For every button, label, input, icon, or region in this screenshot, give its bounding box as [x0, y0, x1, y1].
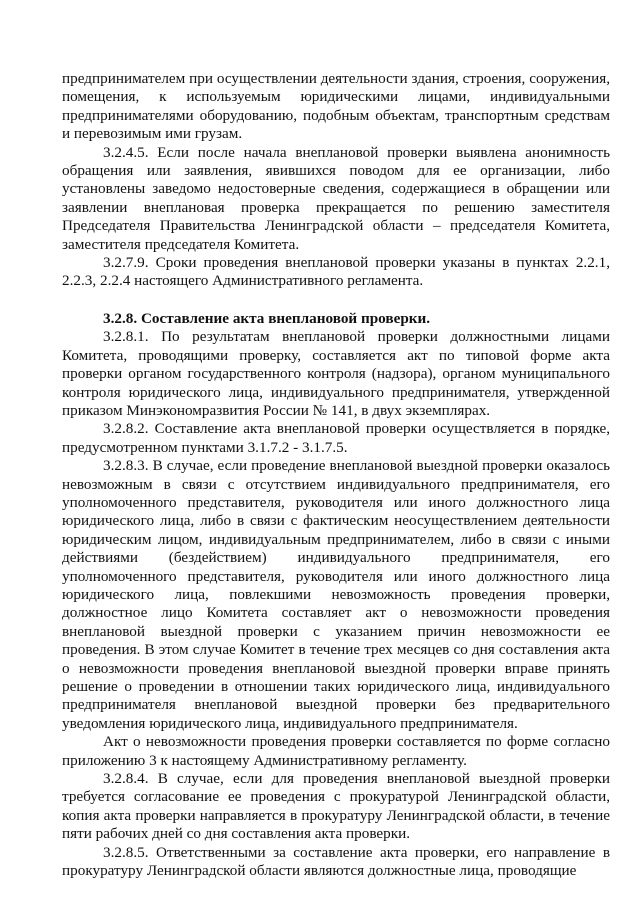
paragraph-3-2-8-3: 3.2.8.3. В случае, если проведение внеплановой выездной проверки оказалось невозможным в связи с отсутствием индивидуального предпринимателя, его уполномоченного представителя, руководителя или иного должностного лица юридического лица, либо в связи с фактическим неосуществлением деятельности юридическим лицом, индивидуальным предпринимателем, либо в связи с иными действиями (бездействием) индивидуального предпринимателя, его уполномоченного представителя, руководителя или иного должностного лица юридического лица, повлекшими невозможность проведения проверки, должностное лицо Комитета составляет акт о невозможности проведения внеплановой выездной проверки с указанием причин невозможности ее проведения. В этом случае Комитет в течение трех месяцев со дня составления акта о невозможности проведения внеплановой выездной проверки вправе принять решение о проведении в отношении таких юридического лица, индивидуального предпринимателя внеплановой выездной проверки без предварительного уведомления юридического лица, индивидуального предпринимателя. — [62, 457, 610, 732]
paragraph-act-impossibility: Акт о невозможности проведения проверки составляется по форме согласно приложению 3 к настоящему Административному регламенту. — [62, 733, 610, 769]
paragraph-3-2-8-5: 3.2.8.5. Ответственными за составление акта проверки, его направление в прокуратуру Ленинградской области являются должностные лица, проводящие — [62, 843, 610, 880]
paragraph-3-2-8-2: 3.2.8.2. Составление акта внеплановой проверки осуществляется в порядке, предусмотренном пунктами 3.1.7.2 - 3.1.7.5. — [62, 420, 610, 456]
paragraph-3-2-4-5: 3.2.4.5. Если после начала внеплановой проверки выявлена анонимность обращения или заявления, явившихся поводом для ее организации, либо установлены заведомо недостоверные сведения, содержащиеся в обращении или заявлении внеплановая проверка прекращается по решению заместителя Председателя Правительства Ленинградской области – председателя Комитета, заместителя председателя Комитета. — [62, 143, 610, 253]
paragraph-3-2-8-4: 3.2.8.4. В случае, если для проведения внеплановой выездной проверки требуется согласование ее проведения с прокуратурой Ленинградской области, копия акта проверки направляется в прокуратуру Ленинградской области, в течение пяти рабочих дней со дня составления акта проверки. — [62, 770, 610, 843]
document-page — [62, 70, 610, 880]
paragraph-3-2-8-1: 3.2.8.1. По результатам внеплановой проверки должностными лицами Комитета, проводящими проверку, составляется акт по типовой форме акта проверки органом государственного контроля (надзора), органом муниципального контроля юридического лица, индивидуального предпринимателя, утвержденной приказом Минэкономразвития России № 141, в двух экземплярах. — [62, 328, 610, 419]
section-heading-3-2-8: 3.2.8. Составление акта внеплановой проверки. — [103, 309, 431, 327]
paragraph-continuation: предпринимателем при осуществлении деятельности здания, строения, сооружения, помещения, к используемым юридическими лицами, индивидуальными предпринимателями оборудованию, подобным объектам, транспортным средствам и перевозимым ими грузам. — [62, 70, 610, 143]
paragraph-3-2-7-9: 3.2.7.9. Сроки проведения внеплановой проверки указаны в пунктах 2.2.1, 2.2.3, 2.2.4 настоящего Административного регламента. — [62, 254, 610, 290]
